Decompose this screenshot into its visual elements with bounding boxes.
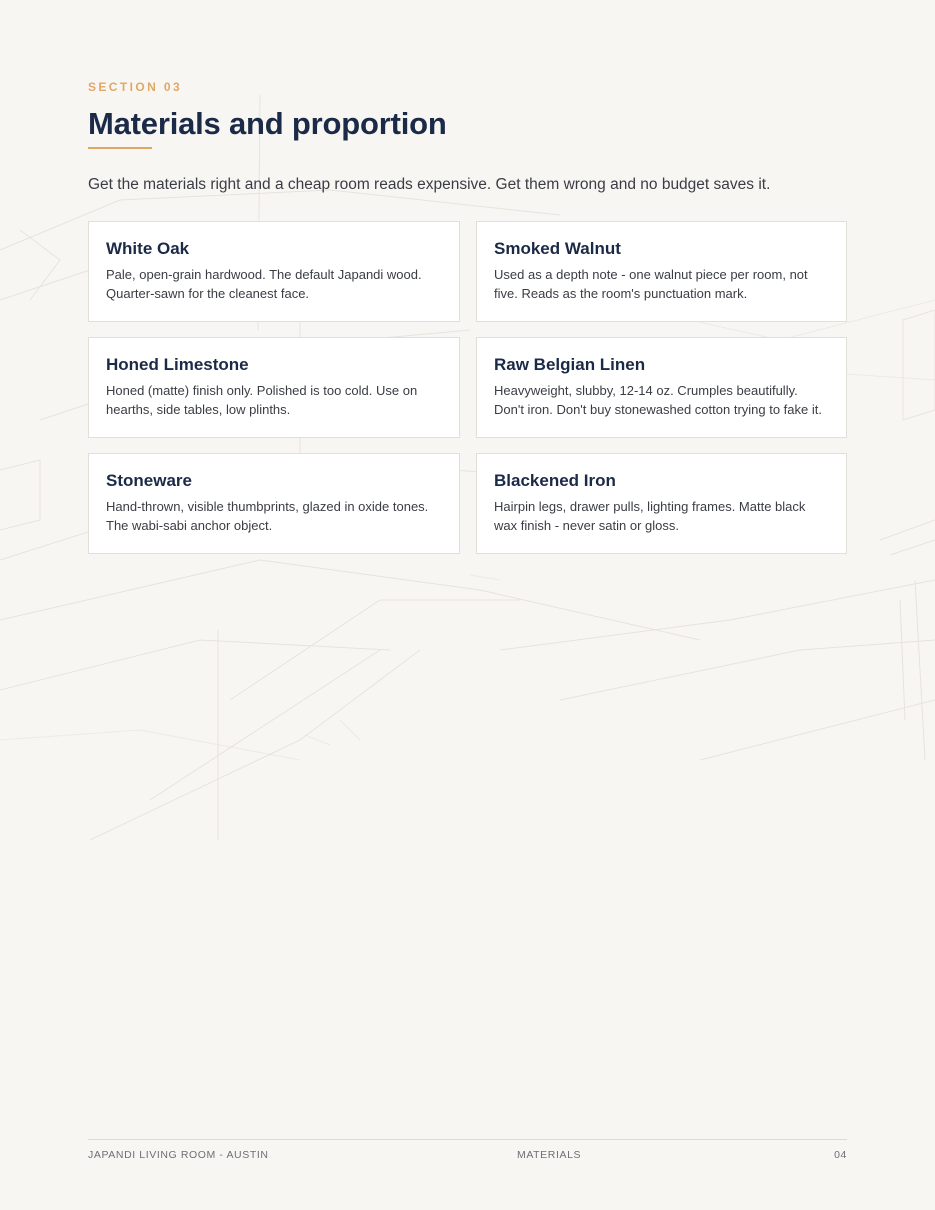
material-name: Honed Limestone [106, 355, 249, 374]
footer-project-name: JAPANDI LIVING ROOM - AUSTIN [88, 1149, 269, 1161]
materials-grid [88, 221, 847, 554]
section-label: SECTION 03 [88, 80, 183, 94]
material-card-raw-belgian-linen [476, 337, 847, 438]
footer-divider [88, 1139, 847, 1140]
material-description: Hand-thrown, visible thumbprints, glazed in oxide tones. The wabi-sabi anchor object. [106, 499, 429, 533]
material-card-white-oak [88, 221, 460, 322]
material-description: Used as a depth note - one walnut piece per room, not five. Reads as the room's punctuation mark. [494, 267, 808, 301]
material-card-blackened-iron [476, 453, 847, 554]
material-name: Stoneware [106, 471, 192, 490]
material-card-stoneware [88, 453, 460, 554]
material-name: Raw Belgian Linen [494, 355, 646, 374]
material-name: Blackened Iron [494, 471, 616, 490]
footer-section-name: MATERIALS [517, 1149, 582, 1161]
page-number: 04 [834, 1149, 847, 1161]
material-description: Hairpin legs, drawer pulls, lighting frames. Matte black wax finish - never satin or gloss. [494, 499, 806, 533]
page-footer [88, 1149, 847, 1163]
intro-paragraph: Get the materials right and a cheap room reads expensive. Get them wrong and no budget saves it. [88, 176, 771, 193]
material-card-honed-limestone [88, 337, 460, 438]
material-description: Pale, open-grain hardwood. The default Japandi wood. Quarter-sawn for the cleanest face. [106, 267, 422, 301]
material-name: Smoked Walnut [494, 239, 621, 258]
title-underline [88, 147, 152, 149]
page-title: Materials and proportion [88, 106, 447, 141]
material-card-smoked-walnut [476, 221, 847, 322]
material-description: Heavyweight, slubby, 12-14 oz. Crumples beautifully. Don't iron. Don't buy stonewashed cotton trying to fake it. [494, 383, 822, 417]
material-description: Honed (matte) finish only. Polished is too cold. Use on hearths, side tables, low plinths. [106, 383, 418, 417]
material-name: White Oak [106, 239, 190, 258]
